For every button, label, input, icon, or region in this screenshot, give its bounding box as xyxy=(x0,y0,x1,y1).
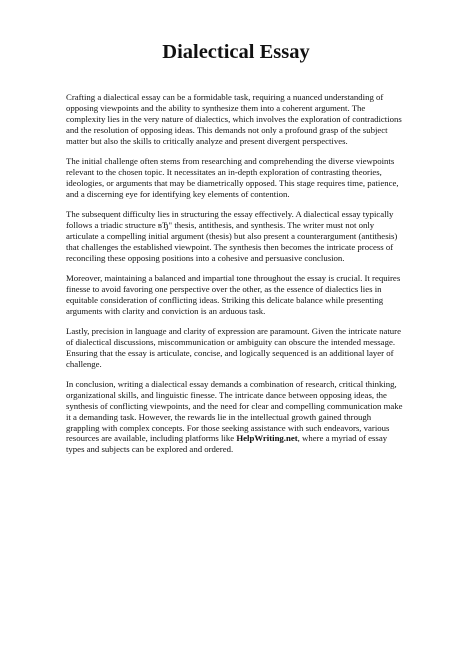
paragraph-intro: Crafting a dialectical essay can be a formidable task, requiring a nuanced understanding of opposing viewpoints and the ability to synthesize them into a coherent argument. The complexity lies in the very nature of dialectics, which involves the exploration of contradictions and the resolution of opposing ideas. This demands not only a profound grasp of the subject matter but also the skills to critically analyze and present divergent perspectives. xyxy=(66,92,402,146)
document-title: Dialectical Essay xyxy=(162,41,310,63)
conclusion-text-after: , where a myriad of essay types and subjects can be explored and ordered. xyxy=(66,433,388,455)
brand-link-text: HelpWriting.net xyxy=(236,433,298,444)
paragraph-structure: The subsequent difficulty lies in structuring the essay effectively. A dialectical essay typically follows a triadic structure вЂ" thesis, antithesis, and synthesis. The writer must not only articulate a compelling initial argument (thesis) but also present a counterargument (antithesis) that challenges the established viewpoint. The synthesis then becomes the intricate process of reconciling these opposing positions into a cohesive and persuasive conclusion. xyxy=(66,208,398,263)
paragraph-balance: Moreover, maintaining a balanced and impartial tone throughout the essay is crucial. It requires finesse to avoid favoring one perspective over the other, as the essence of dialectics lies in equitable consideration of conflicting ideas. Striking this delicate balance while presenting arguments with clarity and conviction is an arduous task. xyxy=(66,272,401,316)
paragraph-precision: Lastly, precision in language and clarity of expression are paramount. Given the intricate nature of dialectical discussions, miscommunication or ambiguity can obscure the intended message. Ensuring that the essay is articulate, concise, and logically sequenced is an additional layer of challenge. xyxy=(66,325,401,369)
paragraph-research: The initial challenge often stems from researching and comprehending the diverse viewpoints relevant to the chosen topic. It necessitates an in-depth exploration of contrasting theories, ideologies, or arguments that may be diametrically opposed. This stage requires time, patience, and a discerning eye for identifying key elements of contention. xyxy=(66,155,399,199)
conclusion-text-before: In conclusion, writing a dialectical essay demands a combination of research, critical thinking, organizational skills, and linguistic finesse. The intricate dance between opposing ideas, the synthesis of conflicting viewpoints, and the need for clear and compelling communication make it a demanding task. However, the rewards lie in the intellectual growth gained through grappling with complex concepts. For those seeking assistance with such endeavors, various resources are available, including platforms like xyxy=(66,378,403,444)
paragraph-conclusion xyxy=(66,379,406,455)
